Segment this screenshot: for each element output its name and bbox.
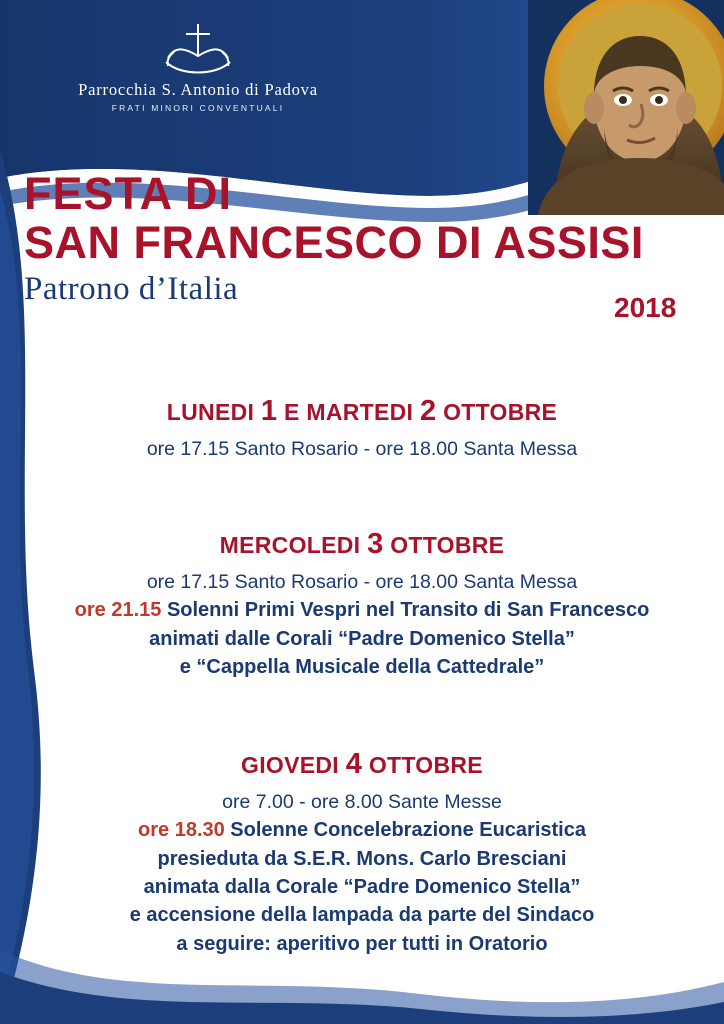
program-line (0, 901, 724, 929)
program-line (0, 845, 724, 873)
program-line-text: e “Cappella Musicale della Cattedrale” (179, 656, 545, 679)
program-line-text: Solenni Primi Vespri nel Transito di San Francesco (161, 599, 650, 622)
program-line-text: presieduta da S.E.R. Mons. Carlo Bresciani (157, 847, 567, 870)
heading-part: GIOVEDI (241, 751, 346, 778)
order-name: FRATI MINORI CONVENTUALI (111, 103, 285, 113)
program-line-text: animata dalla Corale “Padre Domenico Stella” (143, 876, 581, 899)
program-line (0, 816, 724, 844)
heading-part: 2 (419, 395, 437, 427)
program-line-text: Solenne Concelebrazione Eucaristica (224, 819, 586, 842)
parish-logo-block (48, 22, 348, 113)
heading-part: E (277, 399, 307, 425)
program-line (0, 569, 724, 597)
title-subtitle: Patrono d’Italia (24, 271, 239, 307)
program-line-text: ore 7.00 - ore 8.00 Sante Messe (222, 790, 502, 813)
program-line (0, 596, 724, 624)
program-block (0, 528, 724, 682)
program-block (0, 395, 724, 464)
poster-title (24, 170, 714, 308)
parish-name: Parrocchia S. Antonio di Padova (78, 80, 318, 99)
program-line-text: e accensione della lampada da parte del Sindaco (129, 904, 595, 927)
heading-part: 4 (345, 747, 363, 780)
spacer (0, 708, 724, 748)
heading-part: OTTOBRE (362, 751, 483, 778)
program-line-text: animati dalle Corali “Padre Domenico Stella” (149, 627, 575, 650)
program-line (0, 436, 724, 464)
title-line-2: SAN FRANCESCO DI ASSISI (24, 217, 644, 269)
program-line (0, 625, 724, 653)
heading-part: 1 (260, 395, 278, 427)
program-date-heading (0, 395, 724, 428)
heading-part: OTTOBRE (436, 399, 558, 425)
program-line (0, 930, 724, 958)
title-year: 2018 (614, 292, 677, 323)
spacer (0, 490, 724, 528)
program-line-text: a seguire: aperitivo per tutti in Oratorio (176, 932, 548, 955)
cross-and-arms-emblem-icon (48, 22, 348, 78)
program-date-heading (0, 528, 724, 561)
program-time: ore 18.30 (138, 819, 225, 842)
program-time: ore 21.15 (74, 599, 162, 622)
program-date-heading (0, 748, 724, 781)
program-line (0, 653, 724, 681)
program-line (0, 873, 724, 901)
program-line (0, 789, 724, 817)
program-line-text: ore 17.15 Santo Rosario - ore 18.00 Santa Messa (146, 438, 578, 460)
program-line-text: ore 17.15 Santo Rosario - ore 18.00 Santa Messa (146, 570, 578, 593)
heading-part: 3 (367, 527, 384, 560)
title-line-1: FESTA DI (24, 168, 232, 219)
heading-part: LUNEDI (166, 399, 261, 425)
heading-part: MARTEDI (306, 399, 420, 425)
heading-part: MERCOLEDI (219, 531, 368, 558)
heading-part: OTTOBRE (383, 531, 505, 558)
program-block (0, 748, 724, 959)
program-list (0, 395, 724, 984)
